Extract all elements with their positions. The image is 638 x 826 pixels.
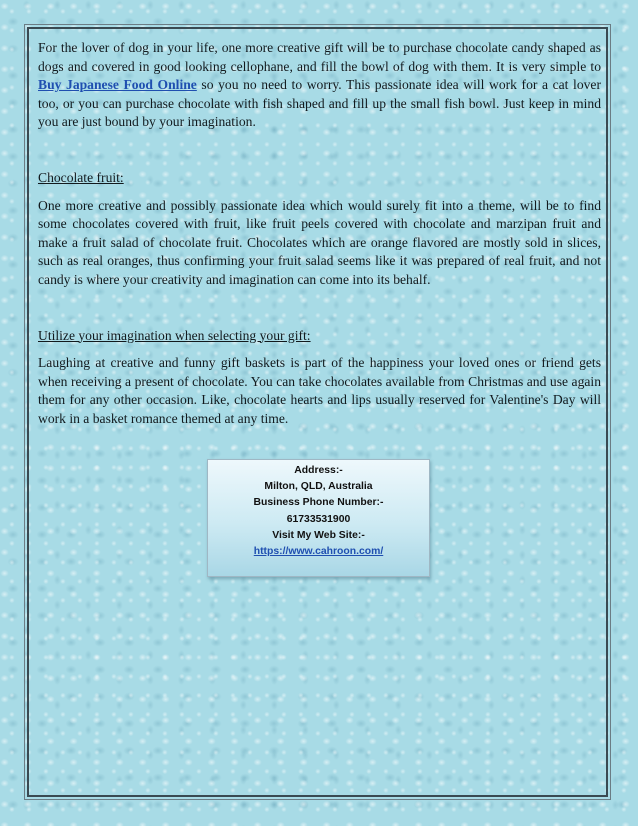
spacer (38, 132, 601, 169)
contact-info-box (207, 459, 430, 577)
buy-japanese-food-link[interactable]: Buy Japanese Food Online (38, 77, 197, 93)
spacer (38, 290, 601, 327)
phone-value: 61733531900 (286, 513, 351, 525)
address-value: Milton, QLD, Australia (264, 481, 373, 493)
website-link[interactable]: https://www.cahroon.com/ (253, 546, 384, 558)
paragraph-text-after-link: so you no need to worry. This passionate idea will work for a cat lover too, or you can purchase chocolate with fish shaped and fill up the small fish bowl. Just keep in mind you are just bound by your imagination. (38, 77, 601, 130)
paragraph-text-before-link: For the lover of dog in your life, one more creative gift will be to purchase chocolate candy shaped as dogs and covered in good looking cellophane, and fill the bowl of dog with them. It is very simple to (38, 40, 601, 74)
heading-chocolate-fruit: Chocolate fruit: (38, 169, 124, 185)
document-body (38, 39, 601, 429)
heading-utilize-imagination: Utilize your imagination when selecting your gift: (38, 327, 311, 343)
paragraph-chocolate-fruit: One more creative and possibly passionate idea which would surely fit into a theme, will be to find some chocolates covered with fruit, like fruit peels covered with chocolate and marzipan fruit and make a fruit salad of chocolate fruit. Chocolates which are orange flavored are mostly sold in slices, such as real oranges, thus confirming your fruit salad seems like it was prepared of real fruit, and not candy is where your creativity and imagination can come into its behalf. (38, 197, 601, 287)
address-label: Address:- (294, 465, 343, 476)
paragraph-dog-gift (38, 39, 601, 132)
paragraph-gift-baskets: Laughing at creative and funny gift baskets is part of the happiness your loved ones or friend gets when receiving a present of chocolate. You can take chocolates available from Christmas and use again them for any other occasion. Like, chocolate hearts and lips usually reserved for Valentine's Day will work in a basket romance themed at any time. (38, 355, 601, 426)
website-label: Visit My Web Site:- (272, 529, 365, 541)
phone-label: Business Phone Number:- (253, 497, 384, 509)
